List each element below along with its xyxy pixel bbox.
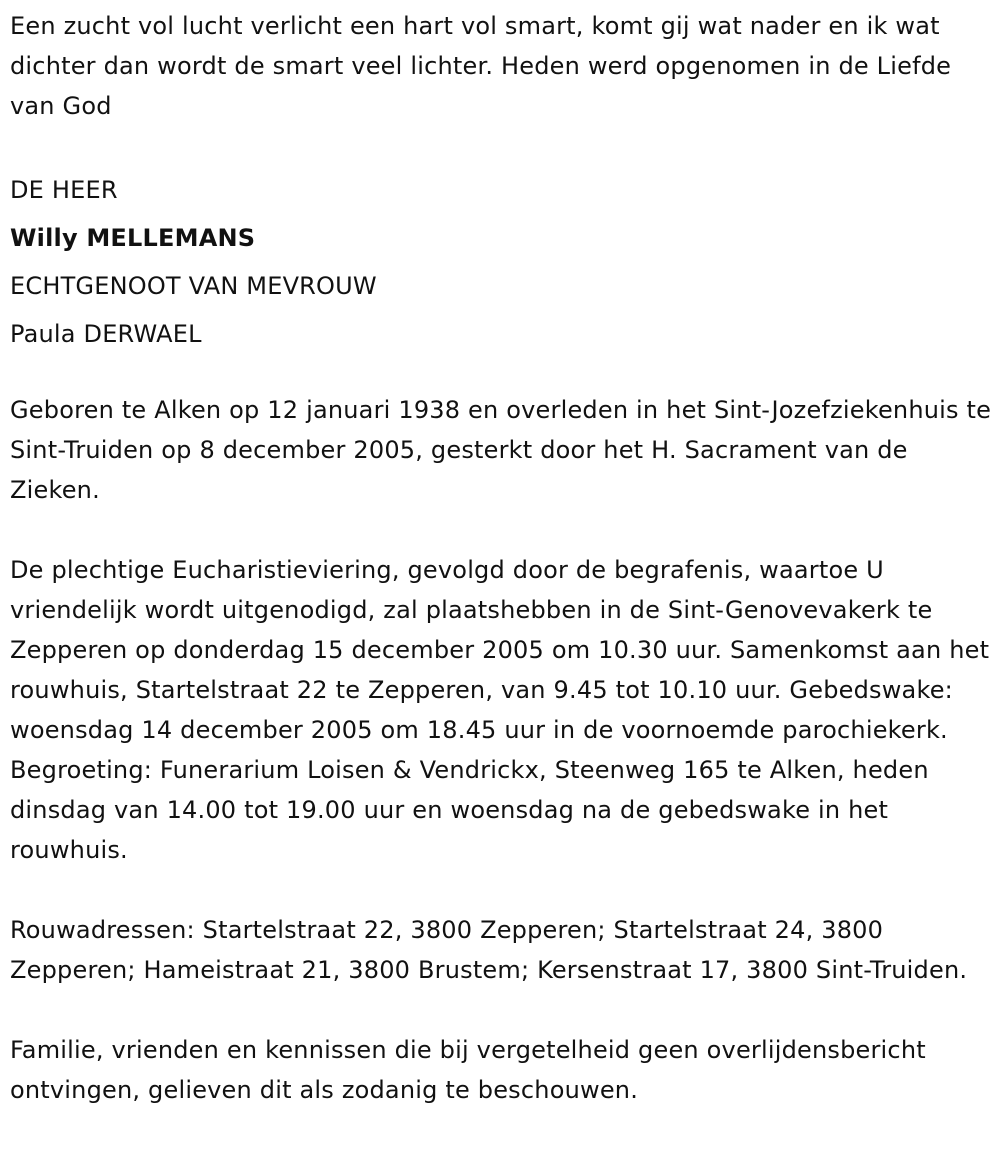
spacer (10, 870, 992, 910)
spacer (10, 510, 992, 550)
ceremony-paragraph: De plechtige Eucharistieviering, gevolgd door de begrafenis, waartoe U vriendelijk wordt uitgenodigd, zal plaatshebben in de Sint-Genovevakerk te Zepperen op donderdag 15 december 2005 om 10.30 uur. Samenkomst aan het rouwhuis, Startelstraat 22 te Zepperen, van 9.45 tot 10.10 uur. Gebedswake: woensdag 14 december 2005 om 18.45 uur in de voornoemde parochiekerk. Begroeting: Funerarium Loisen & Vendrickx, Steenweg 165 te Alken, heden dinsdag van 14.00 tot 19.00 uur en woensdag na de gebedswake in het rouwhuis. (10, 556, 990, 864)
honorific: DE HEER (10, 176, 118, 204)
spacer (10, 126, 992, 166)
obituary-notice (10, 0, 992, 1110)
intro-paragraph: Een zucht vol lucht verlicht een hart vol smart, komt gij wat nader en ik wat dichter dan wordt de smart veel lichter. Heden werd opgenomen in de Liefde van God (10, 12, 952, 120)
addresses-paragraph: Rouwadressen: Startelstraat 22, 3800 Zepperen; Startelstraat 24, 3800 Zepperen; Hameistraat 21, 3800 Brustem; Kersenstraat 17, 3800 Sint-Truiden. (10, 916, 968, 984)
deceased-name: Willy MELLEMANS (10, 224, 256, 252)
spouse-relation: ECHTGENOOT VAN MEVROUW (10, 272, 377, 300)
spouse-name: Paula DERWAEL (10, 320, 202, 348)
closing-paragraph: Familie, vrienden en kennissen die bij vergetelheid geen overlijdensbericht ontvingen, gelieven dit als zodanig te beschouwen. (10, 1036, 926, 1104)
spacer (10, 990, 992, 1030)
spacer (10, 358, 992, 390)
deceased-title-block (10, 166, 992, 358)
birth-death-paragraph: Geboren te Alken op 12 januari 1938 en overleden in het Sint-Jozefziekenhuis te Sint-Truiden op 8 december 2005, gesterkt door het H. Sacrament van de Zieken. (10, 396, 992, 504)
